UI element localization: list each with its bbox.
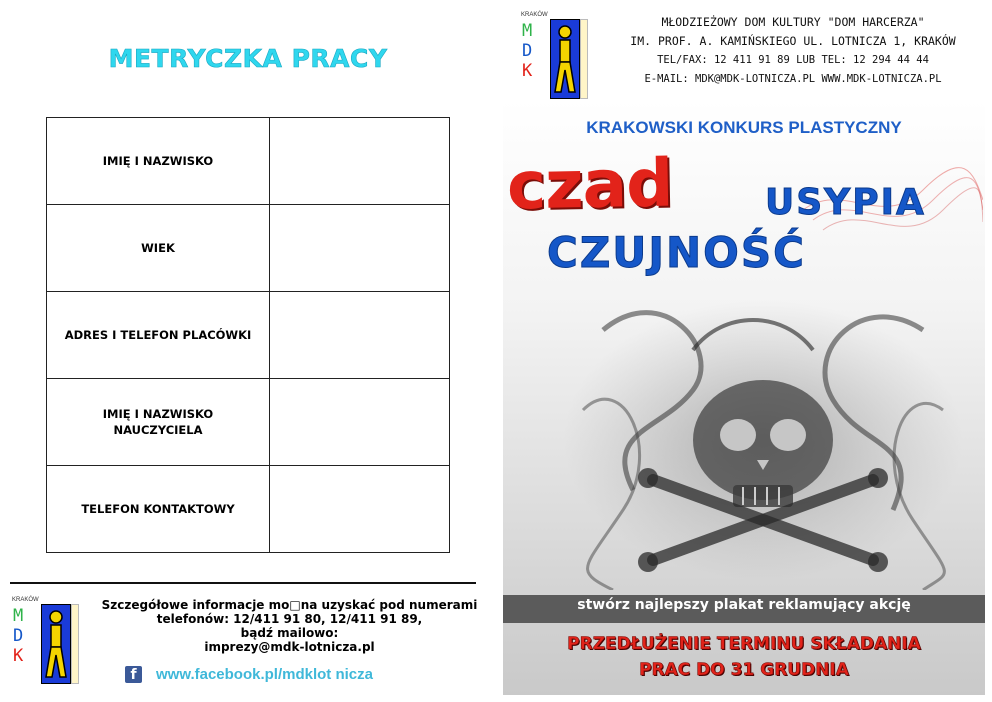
contest-title: KRAKOWSKI KONKURS PLASTYCZNY (586, 118, 902, 137)
contact-info (92, 598, 487, 654)
row-label-teacher: IMIĘ I NAZWISKO NAUCZYCIELA (47, 379, 270, 466)
deadline-extension-line-1: PRZEDŁUŻENIE TERMINU SKŁADANIA (567, 634, 921, 654)
row-label-name: IMIĘ I NAZWISKO (47, 118, 270, 205)
footer-divider (10, 582, 476, 584)
row-value-teacher[interactable] (270, 379, 450, 466)
logo-city: KRAKÓW (12, 597, 39, 603)
institution-email-web: E-MAIL: MDK@MDK-LOTNICZA.PL WWW.MDK-LOTNICZA.PL (644, 73, 942, 85)
logo-letter-d: D (522, 41, 533, 61)
logo-letter-m: M (13, 606, 24, 626)
table-row (47, 118, 450, 205)
entry-form-table (46, 117, 450, 553)
info-line-1: Szczegółowe informacje mo□na uzyskać pod numerami (101, 598, 478, 612)
row-value-phone[interactable] (270, 466, 450, 553)
facebook-link-row[interactable] (125, 666, 373, 683)
info-line-3: bądź mailowo: (240, 626, 339, 640)
row-value-address[interactable] (270, 292, 450, 379)
info-line-2: telefonów: 12/411 91 80, 12/411 91 89, (156, 612, 423, 626)
row-value-name[interactable] (270, 118, 450, 205)
logo-letter-m: M (522, 21, 533, 41)
call-to-action-text: stwórz najlepszy plakat reklamujący akcję (577, 597, 911, 613)
table-row (47, 292, 450, 379)
scout-figure-icon (550, 19, 580, 99)
logo-side-strip (580, 19, 588, 99)
table-row (47, 466, 450, 553)
row-value-age[interactable] (270, 205, 450, 292)
mdk-logo-footer (12, 599, 84, 683)
logo-letter-k: K (13, 646, 24, 666)
facebook-icon[interactable]: f (125, 666, 142, 683)
logo-letter-k: K (522, 61, 533, 81)
institution-address: IM. PROF. A. KAMIŃSKIEGO UL. LOTNICZA 1, KRAKÓW (630, 34, 956, 48)
mdk-logo-header (521, 14, 593, 98)
table-row (47, 379, 450, 466)
row-label-phone: TELEFON KONTAKTOWY (47, 466, 270, 553)
logo-letters (522, 21, 548, 81)
info-line-4: imprezy@mdk-lotnicza.pl (204, 640, 375, 654)
logo-letters (13, 606, 39, 666)
slogan-czujnosc: CZUJNOŚĆ (547, 228, 806, 277)
institution-name: MŁODZIEŻOWY DOM KULTURY "DOM HARCERZA" (661, 15, 925, 29)
logo-city: KRAKÓW (521, 12, 548, 18)
form-title: METRYCZKA PRACY (108, 44, 388, 73)
logo-side-strip (71, 604, 79, 684)
facebook-link[interactable]: www.facebook.pl/mdklot nicza (156, 666, 373, 683)
institution-phone: TEL/FAX: 12 411 91 89 LUB TEL: 12 294 44 44 (657, 54, 929, 66)
scout-figure-icon (41, 604, 71, 684)
institution-info (608, 13, 978, 89)
table-row (47, 205, 450, 292)
logo-letter-d: D (13, 626, 24, 646)
row-label-address: ADRES I TELEFON PLACÓWKI (47, 292, 270, 379)
slogan-usypia: USYPIA (765, 182, 926, 223)
deadline-extension-line-2: PRAC DO 31 GRUDNIA (639, 660, 849, 680)
row-label-age: WIEK (47, 205, 270, 292)
smoke-skull-illustration (543, 290, 983, 590)
poster-header (503, 0, 985, 100)
contest-poster (503, 0, 985, 702)
slogan-czad: czad (506, 144, 673, 225)
